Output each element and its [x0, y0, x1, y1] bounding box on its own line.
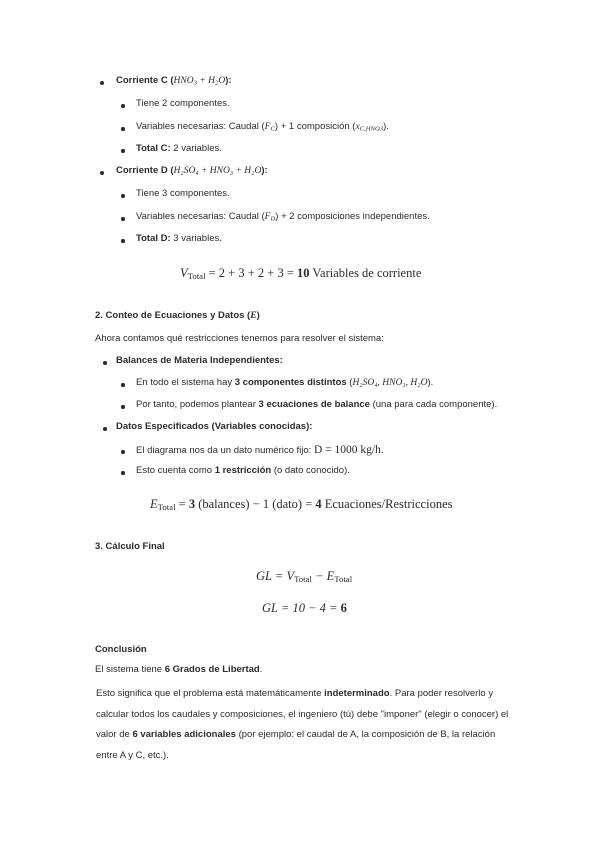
corriente-c-item-1: Tiene 2 componentes.: [136, 98, 230, 109]
section-2-title: 2. Conteo de Ecuaciones y Datos (E): [95, 310, 260, 321]
corriente-c-item-3: Total C: 2 variables.: [136, 143, 222, 154]
bullet-dot: [121, 405, 125, 409]
equation-e-total: $E_{Total} = 3$ (balances) − 1 (dato) = 4 Ecuaciones/Restricciones: [150, 497, 453, 513]
conclusion-title: Conclusión: [95, 644, 147, 655]
datos-item-2: Esto cuenta como 1 restricción (o dato conocido).: [136, 465, 350, 476]
bullet-dot: [121, 450, 125, 454]
corriente-d-heading: Corriente D (H₂SO₄ + HNO₃ + H₂O):: [116, 165, 268, 176]
corriente-c-item-2: Variables necesarias: Caudal $(F_C) + 1$ composición $(x_{C,HNO3})$.: [136, 121, 389, 133]
balances-title: Balances de Materia Independientes:: [116, 355, 283, 366]
corriente-c-heading: Corriente C $(HNO_3 + H_2O)$:: [116, 75, 232, 87]
datos-title: Datos Especificados (Variables conocidas):: [116, 421, 313, 432]
corriente-d-formula: H₂SO₄ + HNO₃ + H₂O: [173, 166, 262, 176]
bullet-dot: [121, 471, 125, 475]
bullet-dot: [121, 217, 125, 221]
balances-item-2: Por tanto, podemos plantear 3 ecuaciones de balance (una para cada componente).: [136, 399, 498, 410]
bullet-dot: [103, 361, 107, 365]
equation-gl-result: GL = 10 − 4 = 6: [262, 601, 347, 615]
corriente-d-item-1: Tiene 3 componentes.: [136, 188, 230, 199]
corriente-c-label: Corriente C (: [116, 75, 174, 86]
bullet-dot: [121, 239, 125, 243]
equation-v-total: $V_{Total} = 2 + 3 + 2 + 3 = 10$ Variables de corriente: [180, 266, 422, 282]
bullet-dot: [121, 104, 125, 108]
bullet-dot: [121, 383, 125, 387]
bullet-dot: [103, 427, 107, 431]
datos-item-1: El diagrama nos da un dato numérico fijo: D = 1000 kg/h.: [136, 444, 384, 456]
bullet-dot: [121, 149, 125, 153]
conclusion-summary: El sistema tiene 6 Grados de Libertad.: [95, 664, 263, 675]
section-2-intro: Ahora contamos qué restricciones tenemos para resolver el sistema:: [95, 333, 384, 344]
balances-item-1: En todo el sistema hay 3 componentes distintos (H₂SO₄, HNO₃, H₂O).: [136, 377, 434, 388]
conclusion-paragraph: Esto significa que el problema está matemáticamente indeterminado. Para poder resolverlo y calcular todos los caudales y composiciones, el ingeniero (tú) debe "imponer" (elegir o conocer) el valor de 6 variables adicionales (por ejemplo: el caudal de A, la composición de B, la relación entre A y C, etc.).: [96, 688, 509, 761]
bullet-dot: [100, 171, 104, 175]
bullet-dot: [121, 127, 125, 131]
equation-gl-definition: GL = $V_{Total} - E_{Total}$: [256, 569, 353, 585]
corriente-d-item-3: Total D: 3 variables.: [136, 233, 222, 244]
corriente-c-formula: $HNO_3 + H_2O$: [173, 76, 226, 87]
section-3-title: 3. Cálculo Final: [95, 541, 165, 552]
corriente-d-item-2: Variables necesarias: Caudal $(F_D) + 2$ composiciones independientes.: [136, 211, 430, 223]
bullet-dot: [100, 81, 104, 85]
bullet-dot: [121, 194, 125, 198]
